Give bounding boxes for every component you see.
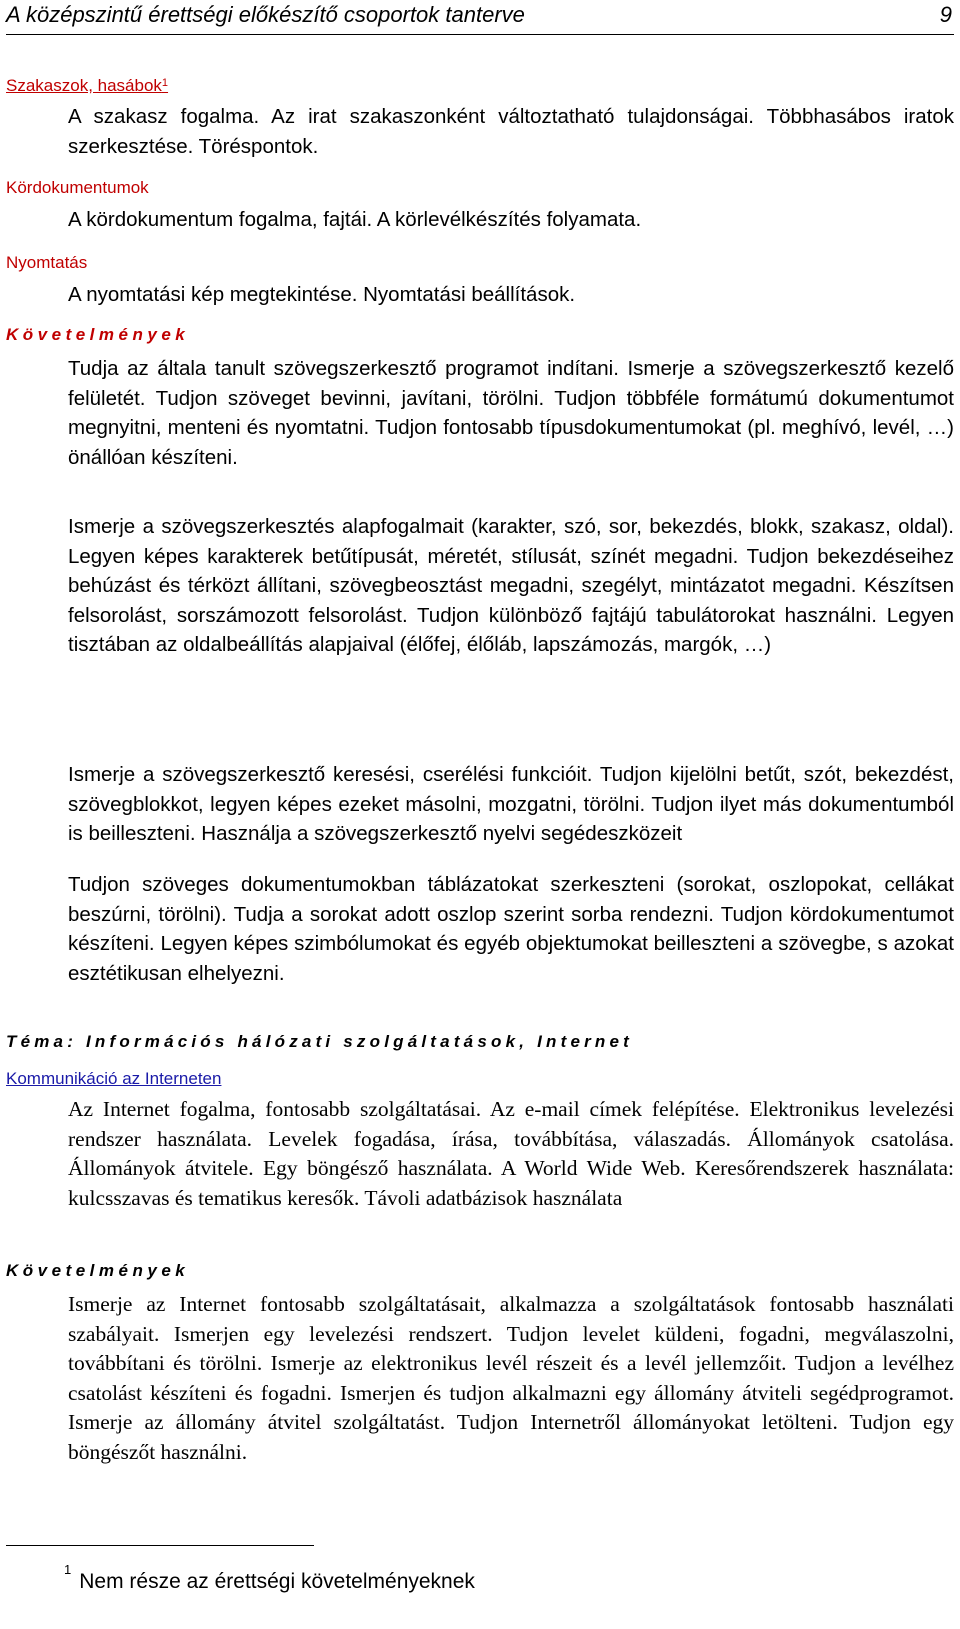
- footnote-text: Nem része az érettségi követelményeknek: [79, 1570, 475, 1593]
- section-heading-szakaszok: Szakaszok, hasábok$^1$: [6, 76, 169, 95]
- section-text-kommunikacio: Az Internet fogalma, fontosabb szolgáltatásai. Az e-mail címek felépítése. Elektronikus levelezési rendszer használata. Levelek fogadása, írása, továbbítása, válaszadás. Állományok csatolása. Állományok átvitele. Egy böngésző használata. A World Wide Web. Keresőrendszerek használata: kulcsszavas és tematikus keresők. Távoli adatbázisok használata: [68, 1097, 954, 1210]
- footnote: [64, 1562, 475, 1594]
- requirements-1-paragraph-3: Ismerje a szövegszerkesztő keresési, cserélési funkcióit. Tudjon kijelölni betűt, szót, bekezdést, szövegblokkot, legyen képes ezeket másolni, mozgatni, törölni. Tudjon ilyet más dokumentumból is beilleszteni. Használja a szövegszerkesztő nyelvi segédeszközeit: [68, 763, 954, 845]
- requirements-2-paragraph-1: Ismerje az Internet fontosabb szolgáltatásait, alkalmazza a szolgáltatások fontosabb használati szabályait. Ismerjen egy levelezési rendszert. Tudjon levelet küldeni, fogadni, megválaszolni, továbbítani és törölni. Ismerje az elektronikus levél részeit és a levél jellemzőit. Tudjon a levélhez csatolást készíteni és fogadni. Ismerjen és tudjon alkalmazni egy állomány átviteli segédprogramot. Ismerje az állomány átvitel szolgáltatást. Tudjon Internetről állományokat letölteni. Tudjon egy böngészőt használni.: [68, 1292, 954, 1464]
- requirements-1-paragraph-2: Ismerje a szövegszerkesztés alapfogalmait (karakter, szó, sor, bekezdés, blokk, szakasz, oldal). Legyen képes karakterek betűtípusát, méretét, stílusát, színét megadni. Tudjon bekezdéseihez behúzást és térközt állítani, szövegbeosztást megadni, szegélyt, mintázatot megadni. Készítsen felsorolást, sorszámozott felsorolást. Tudjon különböző fajtájú tabulátorokat használni. Legyen tisztában az oldalbeállítás alapjaival (élőfej, élőláb, lapszámozás, margók, …): [68, 515, 954, 656]
- topic-heading: Téma: Információs hálózati szolgáltatások, Internet: [6, 1032, 634, 1051]
- footnote-separator: [6, 1545, 314, 1546]
- section-heading-nyomtatas: Nyomtatás: [6, 253, 88, 272]
- section-text-szakaszok: A szakasz fogalma. Az irat szakaszonként változtatható tulajdonságai. Többhasábos iratok szerkesztése. Töréspontok.: [68, 105, 954, 158]
- footnote-mark: 1: [64, 1562, 72, 1577]
- requirements-heading-1: Követelmények: [6, 325, 190, 344]
- header-title: A középszintű érettségi előkészítő csoportok tanterve: [6, 2, 525, 27]
- requirements-heading-2: Követelmények: [6, 1261, 190, 1280]
- footnote-reference: 1: [161, 77, 169, 89]
- section-text-kordokumentumok: A kördokumentum fogalma, fajtái. A körlevélkészítés folyamata.: [68, 208, 642, 231]
- page-header: [6, 0, 954, 35]
- requirements-1-paragraph-1: Tudja az általa tanult szövegszerkesztő programot indítani. Ismerje a szövegszerkesztő kezelő felületét. Tudjon szöveget bevinni, javítani, törölni. Tudjon többféle formátumú dokumentumot megnyitni, menteni és nyomtatni. Tudjon fontosabb típusdokumentumokat (pl. meghívó, levél, …) önállóan készíteni.: [68, 357, 954, 469]
- requirements-1-paragraph-4: Tudjon szöveges dokumentumokban táblázatokat szerkeszteni (sorokat, oszlopokat, cellákat beszúrni, törölni). Tudja a sorokat adott oszlop szerint sorba rendezni. Tudjon kördokumentumot készíteni. Legyen képes szimbólumokat és egyéb objektumokat beilleszteni a szövegbe, s azokat esztétikusan elhelyezni.: [68, 873, 954, 985]
- section-heading-kordokumentumok: Kördokumentumok: [6, 178, 149, 197]
- section-heading-kommunikacio: Kommunikáció az Interneten: [6, 1069, 222, 1088]
- page-number: 9: [939, 2, 952, 27]
- section-text-nyomtatas: A nyomtatási kép megtekintése. Nyomtatási beállítások.: [68, 283, 576, 306]
